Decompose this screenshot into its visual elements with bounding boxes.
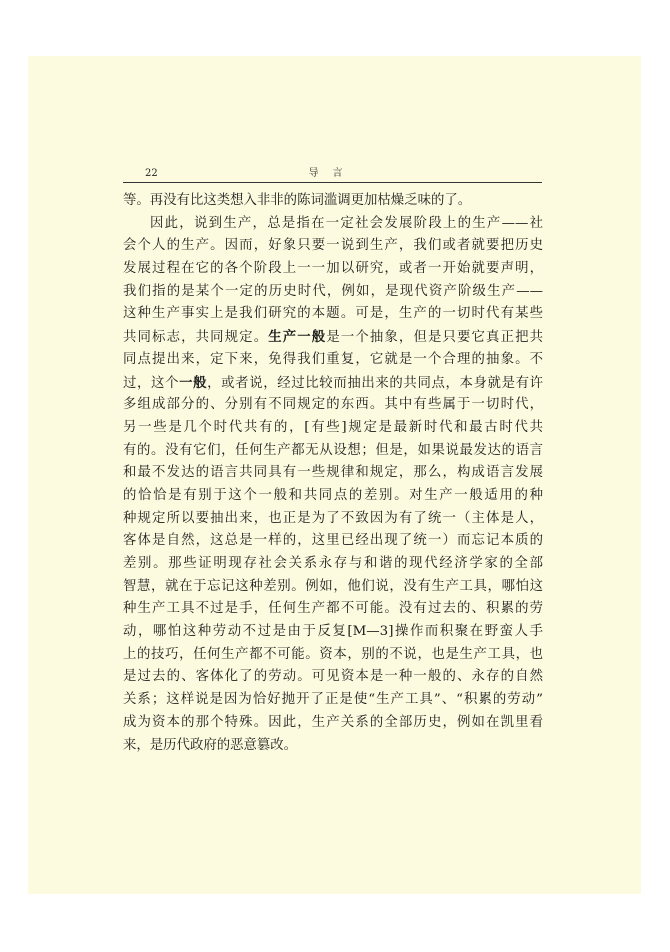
text-segment: 多组成部分的、分别有不同规定的东西。其中有些属于一切时代， [123, 397, 543, 413]
running-header [123, 164, 542, 183]
text-line [123, 349, 543, 372]
text-line [123, 462, 543, 485]
text-segment: 智慧，就在于忘记这种差别。例如，他们说，没有生产工具，哪怕这 [123, 578, 543, 594]
running-title: 导言 [308, 168, 357, 179]
text-line [123, 372, 543, 395]
text-segment: 的恰恰是有别于这个一般和共同点的差别。对生产一般适用的种 [123, 487, 543, 503]
text-segment: 是一个抽象，但是只要它真正把共 [326, 330, 544, 346]
text-segment: 关系；这样说是因为恰好抛开了正是使“生产工具”、“积累的劳动” [123, 692, 543, 708]
text-segment: 动，哪怕这种劳动不过是由于反复[M—3]操作而积聚在野蛮人手 [123, 624, 543, 640]
text-line [123, 235, 543, 258]
text-segment: 等。再没有比这类想入非非的陈词滥调更加枯燥乏味的了。 [123, 193, 472, 208]
text-segment: 会个人的生产。因而，好象只要一说到生产，我们或者就要把历史 [123, 238, 543, 254]
text-segment: 差别。那些证明现存社会关系永存与和谐的现代经济学家的全部 [123, 556, 543, 571]
text-segment: 同点提出来，定下来，免得我们重复，它就是一个合理的抽象。不 [123, 351, 543, 367]
text-line [123, 281, 543, 304]
text-segment: 上的技巧，任何生产都不可能。资本，别的不说，也是生产工具，也 [123, 646, 543, 662]
text-line [123, 553, 543, 576]
text-line [123, 258, 543, 281]
text-segment: 是过去的、客体化了的劳动。可见资本是一种一般的、永存的自然 [123, 669, 543, 685]
emphasis-text: 一般 [179, 374, 208, 391]
text-line [123, 213, 543, 236]
text-line [123, 666, 543, 689]
text-segment: 共同标志，共同规定。 [123, 330, 269, 346]
body-text [123, 190, 543, 757]
text-line [123, 417, 543, 440]
text-segment: 这种生产事实上是我们研究的本题。可是，生产的一切时代有某些 [123, 306, 543, 322]
emphasis-text: 生产一般 [268, 329, 327, 346]
text-line [123, 394, 543, 417]
text-segment: 过，这个 [123, 375, 180, 391]
text-segment: 因此，说到生产，总是指在一定社会发展阶段上的生产——社 [150, 215, 543, 231]
text-line [123, 644, 543, 667]
text-line [123, 190, 543, 213]
text-segment: 来，是历代政府的恶意篡改。 [123, 737, 298, 753]
text-segment: 种规定所以要抽出来，也正是为了不致因为有了统一（主体是人， [123, 510, 543, 526]
text-segment: 和最不发达的语言共同具有一些规律和规定，那么，构成语言发展 [123, 465, 543, 481]
text-line [123, 598, 543, 621]
text-line [123, 689, 543, 712]
text-segment: 发展过程在它的各个阶段上一一加以研究，或者一开始就要声明， [123, 261, 543, 277]
text-line [123, 303, 543, 326]
text-segment: 我们指的是某个一定的历史时代，例如，是现代资产阶级生产—— [123, 283, 543, 299]
text-line [123, 621, 543, 644]
text-segment: 有的。没有它们，任何生产都无从设想；但是，如果说最发达的语言 [123, 442, 543, 458]
text-line [123, 735, 543, 758]
text-segment: ，或者说，经过比较而抽出来的共同点，本身就是有许 [207, 375, 544, 391]
page-number: 22 [145, 168, 158, 179]
text-line [123, 485, 543, 508]
text-line [123, 508, 543, 531]
text-segment: 另一些是几个时代共有的，[有些]规定是最新时代和最古时代共 [123, 419, 543, 435]
text-line [123, 440, 543, 463]
text-line [123, 326, 543, 349]
text-line [123, 530, 543, 553]
text-line [123, 712, 543, 735]
text-segment: 客体是自然，这总是一样的，这里已经出现了统一）而忘记本质的 [123, 533, 543, 549]
text-segment: 种生产工具不过是手，任何生产都不可能。没有过去的、积累的劳 [123, 601, 543, 617]
text-line [123, 576, 543, 599]
text-segment: 成为资本的那个特殊。因此，生产关系的全部历史，例如在凯里看 [123, 714, 543, 730]
